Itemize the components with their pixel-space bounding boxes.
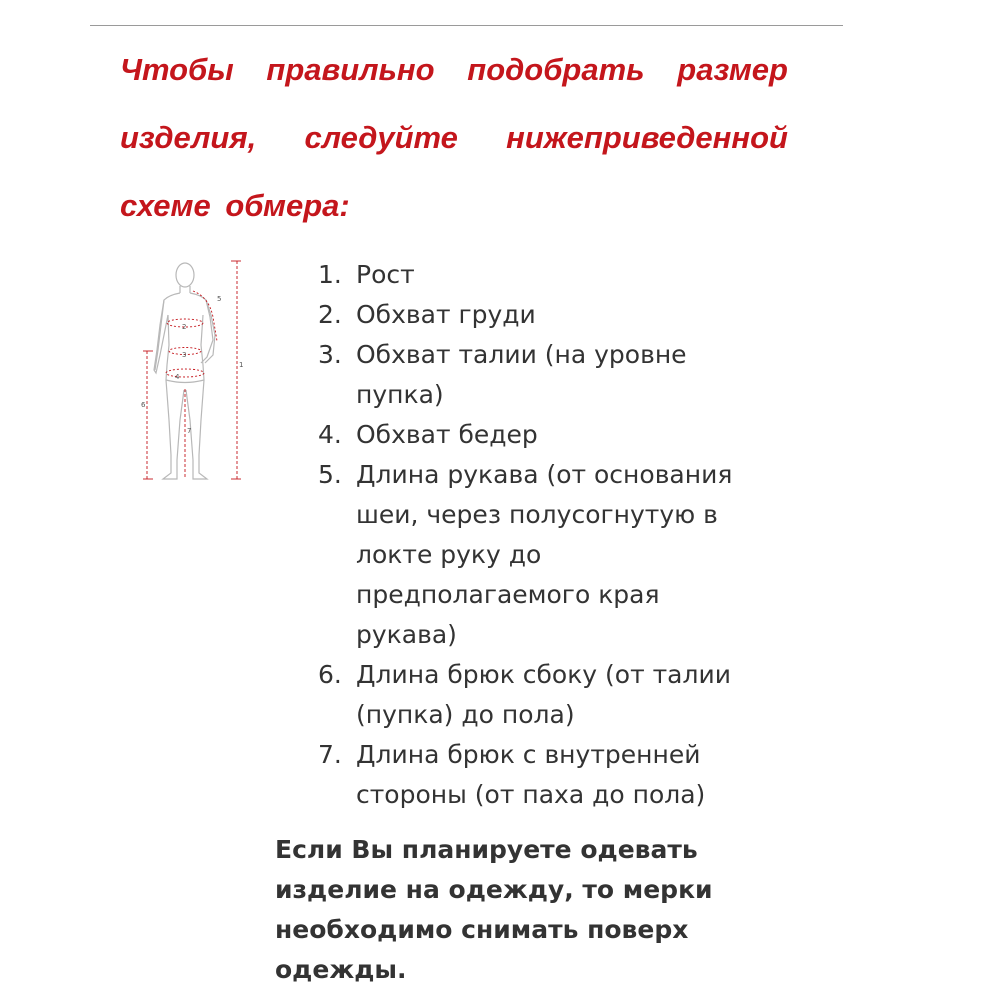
- list-item: [318, 735, 768, 815]
- list-item: [318, 415, 768, 455]
- list-item-number: 5.: [318, 460, 342, 489]
- list-item-number: 2.: [318, 300, 342, 329]
- human-silhouette: [154, 263, 215, 479]
- label-4: 4: [175, 373, 180, 381]
- measurement-list: [318, 255, 768, 815]
- page-heading: Чтобы правильно подобрать размер изделия, следуйте нижеприведенной схеме обмера:: [120, 52, 788, 223]
- list-item-number: 4.: [318, 420, 342, 449]
- list-item-number: 6.: [318, 660, 342, 689]
- list-item: [318, 455, 768, 655]
- list-item-text: Длина рукава (от основания шеи, через полусогнутую в локте руку до предполагаемого края рукава): [356, 460, 733, 649]
- label-5: 5: [217, 295, 222, 303]
- label-2: 2: [182, 323, 187, 331]
- list-item-number: 1.: [318, 260, 342, 289]
- label-7: 7: [187, 427, 192, 435]
- label-3: 3: [182, 351, 187, 359]
- label-6: 6: [141, 401, 146, 409]
- list-item: [318, 255, 768, 295]
- top-divider: [90, 25, 843, 26]
- clothing-note: Если Вы планируете одевать изделие на одежду, то мерки необходимо снимать поверх одежды.: [275, 835, 713, 984]
- list-item-text: Рост: [356, 260, 415, 289]
- body-measurement-diagram: [133, 255, 248, 490]
- list-item: [318, 335, 768, 415]
- list-item-number: 7.: [318, 740, 342, 769]
- list-item-text: Обхват груди: [356, 300, 536, 329]
- list-item: [318, 655, 768, 735]
- list-item-text: Обхват бедер: [356, 420, 538, 449]
- list-item: [318, 295, 768, 335]
- list-item-text: Обхват талии (на уровне пупка): [356, 340, 687, 409]
- list-item-number: 3.: [318, 340, 342, 369]
- list-item-text: Длина брюк сбоку (от талии (пупка) до пола): [356, 660, 731, 729]
- label-1: 1: [239, 361, 244, 369]
- body-measurement-figure: [133, 255, 248, 490]
- list-item-text: Длина брюк с внутренней стороны (от паха до пола): [356, 740, 706, 809]
